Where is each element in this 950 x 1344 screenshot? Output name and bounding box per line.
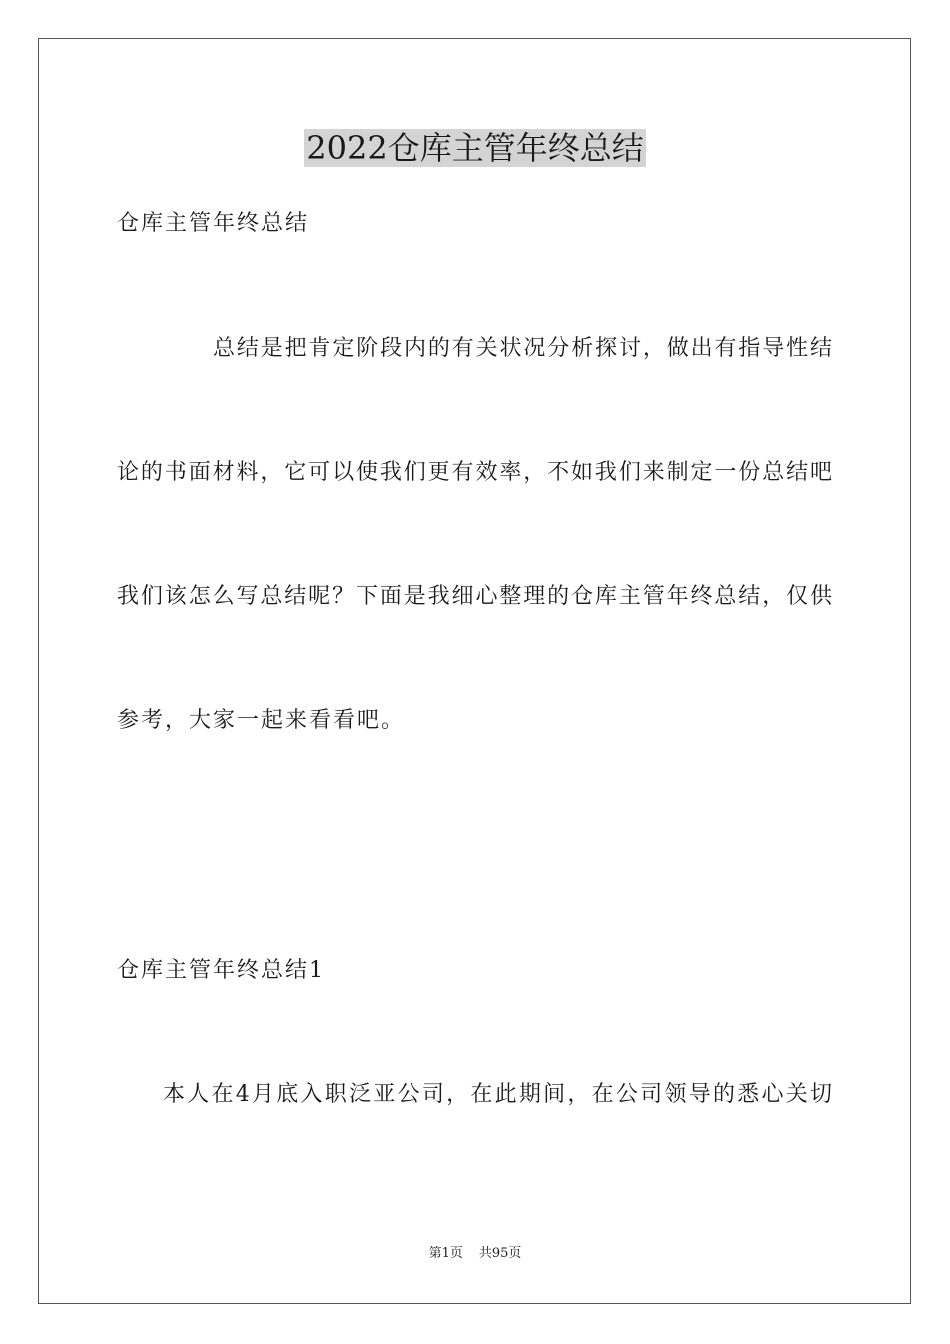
document-title: [0, 126, 950, 170]
paragraph-line: 论的书面材料，它可以使我们更有效率，不如我们来制定一份总结吧: [117, 460, 832, 485]
document-subtitle: 仓库主管年终总结: [117, 211, 310, 236]
paragraph-line: 参考，大家一起来看看吧。: [117, 708, 406, 733]
page-footer: [0, 1245, 950, 1263]
paragraph-line: 我们该怎么写总结呢？下面是我细心整理的仓库主管年终总结，仅供: [117, 584, 832, 609]
paragraph-line: 总结是把肯定阶段内的有关状况分析探讨，做出有指导性结: [213, 336, 832, 361]
page-number: 第1页: [428, 1246, 463, 1261]
page-total: 共95页: [478, 1246, 522, 1261]
paragraph-line: 本人在4月底入职泛亚公司，在此期间，在公司领导的悉心关切: [163, 1082, 832, 1107]
document-title-text: 2022仓库主管年终总结: [306, 129, 644, 167]
section-heading: 仓库主管年终总结1: [117, 958, 325, 983]
